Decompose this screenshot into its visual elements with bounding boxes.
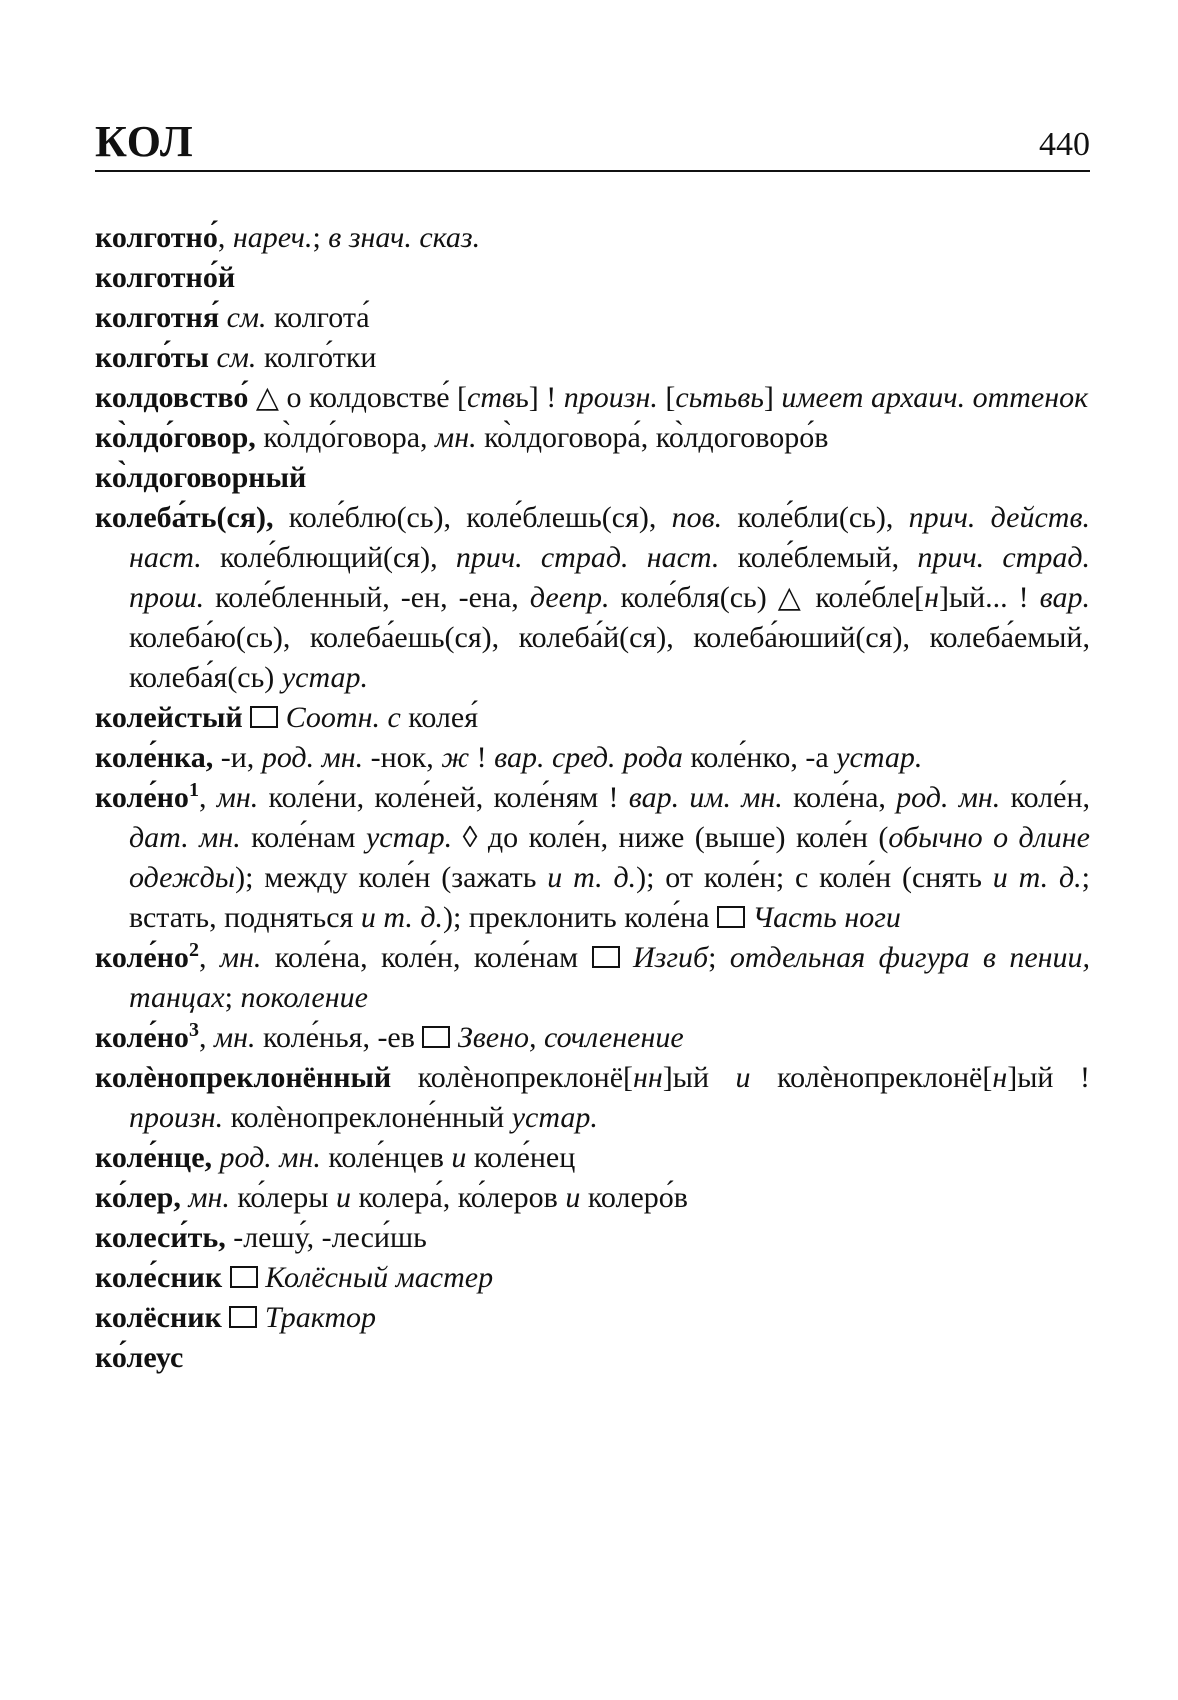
entry-text: △ о колдовстве́ [ — [248, 381, 468, 414]
headword: колготно́й — [95, 261, 236, 294]
label-italic: мн. — [213, 1021, 256, 1054]
definition-box-icon — [592, 946, 620, 968]
label-italic: устар. — [836, 741, 923, 774]
entry-text: , — [198, 941, 220, 974]
entry-text: коле́на, коле́н, коле́нам — [261, 941, 592, 974]
entry-text: колера́, ко́леров — [350, 1181, 566, 1214]
entry-koleno2 — [95, 938, 1090, 1018]
headword: ко́лер, — [95, 1181, 181, 1214]
label-italic: в знач. сказ. — [328, 221, 481, 254]
label-italic: см. — [216, 341, 257, 374]
entry-text: коле́на, — [782, 781, 897, 814]
entry-text: ко̀лдоговора́, ко̀лдоговоро́в — [476, 421, 829, 454]
entry-text — [745, 901, 753, 934]
entry-text: -лешу́, -леси́шь — [225, 1221, 427, 1254]
headword: колейстый — [95, 701, 243, 734]
page-number: 440 — [1039, 126, 1090, 163]
entry-text: ; — [312, 221, 329, 254]
label-italic: и — [565, 1181, 581, 1214]
label-italic: вар. им. мн. — [628, 781, 783, 814]
entry-text: ]ый ! — [1007, 1061, 1090, 1094]
entry-text: колѐнопреклонё[ — [391, 1061, 634, 1094]
entry-text: коле́нко, -а — [682, 741, 837, 774]
entry-koleno3 — [95, 1018, 1090, 1058]
entry-kolgotnoy — [95, 258, 1090, 298]
entry-koldogovor — [95, 418, 1090, 458]
label-italic: устар. — [281, 661, 368, 694]
label-italic: мн. — [435, 421, 477, 454]
entry-text: ; — [224, 981, 241, 1014]
entry-list — [95, 218, 1090, 1378]
entry-text: [ — [657, 381, 676, 414]
entry-text: коле́нец — [466, 1141, 576, 1174]
entry-text: колея́ — [400, 701, 479, 734]
homonym-number: 1 — [188, 779, 199, 801]
label-italic: род. мн. — [896, 781, 1001, 814]
entry-kolenka — [95, 738, 1090, 778]
entry-text: коле́бли(сь), — [722, 501, 909, 534]
guide-word: КОЛ — [95, 117, 194, 166]
entry-text — [222, 1261, 230, 1294]
homonym-number: 2 — [188, 939, 199, 961]
definition-box-icon — [717, 906, 745, 928]
headword: коле́но — [95, 781, 189, 814]
dictionary-page — [95, 117, 1091, 1378]
label-italic: ств — [467, 381, 516, 414]
label-italic: Колёсный мастер — [265, 1261, 494, 1294]
headword: колготно́ — [95, 221, 218, 254]
entry-text: коле́блемый, — [719, 541, 918, 574]
entry-text — [278, 701, 286, 734]
headword: ко́леус — [95, 1341, 184, 1374]
label-italic: и — [451, 1141, 467, 1174]
headword: коле́нка, — [95, 741, 214, 774]
label-italic: прич. страд. наст. — [455, 541, 720, 574]
entry-text: ]ый... ! — [938, 581, 1040, 614]
entry-text: ); преклонить коле́на — [443, 901, 718, 934]
entry-text: ); между коле́н (зажать — [235, 861, 548, 894]
label-italic: дат. мн. — [129, 821, 241, 854]
headword: колготня́ — [95, 301, 220, 334]
entry-text: коле́ни, коле́ней, коле́ням ! — [258, 781, 629, 814]
entry-kolenopreklonenny — [95, 1058, 1090, 1138]
label-italic: прич. действ. наст. — [129, 501, 1090, 574]
label-italic: нареч. — [232, 221, 313, 254]
entry-text: ◊ до коле́н, ниже (выше) коле́н ( — [452, 821, 889, 854]
entry-text: ; — [708, 941, 730, 974]
entry-text: коле́блющий(ся), — [201, 541, 456, 574]
label-italic: см. — [226, 301, 267, 334]
label-italic: Звено, сочленение — [457, 1021, 684, 1054]
entry-koler — [95, 1178, 1090, 1218]
entry-text — [450, 1021, 458, 1054]
entry-text: коле́блю(сь), коле́блешь(ся), — [273, 501, 672, 534]
label-italic: Соотн. с — [285, 701, 401, 734]
label-italic: сьтьвь — [675, 381, 764, 414]
headword: коле́но — [95, 941, 189, 974]
entry-text: , — [198, 781, 217, 814]
label-italic: вар. сред. рода — [494, 741, 683, 774]
entry-text: коле́нцев — [320, 1141, 452, 1174]
entry-text: -и, — [213, 741, 262, 774]
label-italic: род. мн. — [219, 1141, 321, 1174]
entry-text: ); от коле́н; с коле́н (снять — [636, 861, 993, 894]
label-italic: ж — [441, 741, 470, 774]
label-italic: деепр. — [529, 581, 610, 614]
entry-text — [219, 301, 227, 334]
label-italic: и — [735, 1061, 751, 1094]
entry-text: коле́н, — [1000, 781, 1091, 814]
homonym-number: 3 — [188, 1019, 199, 1041]
label-italic: прич. страд. прош. — [129, 541, 1090, 614]
entry-text: ! — [469, 741, 495, 774]
headword: коле́но — [95, 1021, 189, 1054]
label-italic: н — [924, 581, 939, 614]
entry-text — [212, 1141, 220, 1174]
label-italic: и т. д. — [992, 861, 1082, 894]
headword: коле́сник — [95, 1261, 223, 1294]
entry-text: колеба́ю(сь), колеба́ешь(ся), колеба́й(ся), колеба́юший(ся), колеба́емый, колеба́я(сь) — [129, 621, 1090, 694]
label-italic: имеет архаич. оттенок — [781, 381, 1089, 414]
entry-koldovstvo — [95, 378, 1090, 418]
entry-text: коле́нам — [240, 821, 366, 854]
label-italic: мн. — [219, 941, 262, 974]
entry-text: колго́тки — [256, 341, 377, 374]
headword: колго́ты — [95, 341, 209, 374]
entry-text: колгота́ — [266, 301, 370, 334]
headword: колеси́ть, — [95, 1221, 226, 1254]
entry-text — [222, 1301, 230, 1334]
entry-text — [243, 701, 251, 734]
entry-text: ко̀лдо́говора, — [255, 421, 436, 454]
label-italic: произн. — [129, 1101, 224, 1134]
label-italic: произн. — [563, 381, 658, 414]
definition-box-icon — [230, 1266, 258, 1288]
entry-kolesnik1 — [95, 1258, 1090, 1298]
headword: колдовство́ — [95, 381, 249, 414]
entry-kolgotno — [95, 218, 1090, 258]
headword: колёсник — [95, 1301, 222, 1334]
entry-koleisty — [95, 698, 1090, 738]
entry-text: колѐнопреклонё[ — [750, 1061, 993, 1094]
label-italic: и — [335, 1181, 351, 1214]
entry-text: коле́бленный, -ен, -ена, — [204, 581, 530, 614]
entry-text: колеро́в — [580, 1181, 688, 1214]
entry-text: -нок, — [363, 741, 442, 774]
entry-koleno1 — [95, 778, 1090, 938]
label-italic: вар. — [1039, 581, 1090, 614]
definition-box-icon — [250, 706, 278, 728]
entry-text: ко́леры — [229, 1181, 336, 1214]
entry-kolebatsya — [95, 498, 1090, 698]
headword: колеба́ть(ся), — [95, 501, 274, 534]
label-italic: обычно о длине одежды — [129, 821, 1090, 894]
headword: колѐнопреклонённый — [95, 1061, 392, 1094]
definition-box-icon — [422, 1026, 450, 1048]
headword: ко̀лдо́говор, — [95, 421, 256, 454]
label-italic: и т. д. — [547, 861, 637, 894]
entry-text — [620, 941, 633, 974]
entry-text: коле́бля(сь) △ коле́бле[ — [609, 581, 925, 614]
page-header — [95, 117, 1090, 172]
entry-kolyosnik2 — [95, 1298, 1090, 1338]
label-italic: мн. — [188, 1181, 230, 1214]
definition-box-icon — [229, 1306, 257, 1328]
label-italic: Трактор — [264, 1301, 377, 1334]
label-italic: н — [992, 1061, 1008, 1094]
entry-text: колѐнопреклоне́нный — [223, 1101, 512, 1134]
entry-text: ] ! — [528, 381, 564, 414]
entry-text: ь — [515, 381, 529, 414]
entry-kolesit — [95, 1218, 1090, 1258]
label-italic: мн. — [216, 781, 259, 814]
entry-text: ; встать, подняться — [129, 861, 1090, 934]
entry-text: , — [198, 1021, 214, 1054]
headword: ко̀лдоговорный — [95, 461, 307, 494]
label-italic: Изгиб — [632, 941, 709, 974]
label-italic: Часть ноги — [752, 901, 901, 934]
entry-kolgoty — [95, 338, 1090, 378]
label-italic: отдельная фигура в пении, танцах — [129, 941, 1091, 1014]
label-italic: устар. — [511, 1101, 598, 1134]
entry-kolentse — [95, 1138, 1090, 1178]
label-italic: поколение — [240, 981, 368, 1014]
label-italic: пов. — [671, 501, 723, 534]
entry-text: ]ый — [662, 1061, 736, 1094]
label-italic: род. мн. — [261, 741, 364, 774]
entry-text: коле́нья, -ев — [255, 1021, 423, 1054]
entry-text: , — [217, 221, 233, 254]
headword: коле́нце, — [95, 1141, 213, 1174]
entry-koldogovorny — [95, 458, 1090, 498]
entry-kolgotnya — [95, 298, 1090, 338]
label-italic: и т. д. — [360, 901, 444, 934]
label-italic: устар. — [365, 821, 453, 854]
label-italic: нн — [633, 1061, 663, 1094]
entry-text — [257, 1301, 265, 1334]
entry-text: ] — [763, 381, 782, 414]
entry-koleus — [95, 1338, 1090, 1378]
